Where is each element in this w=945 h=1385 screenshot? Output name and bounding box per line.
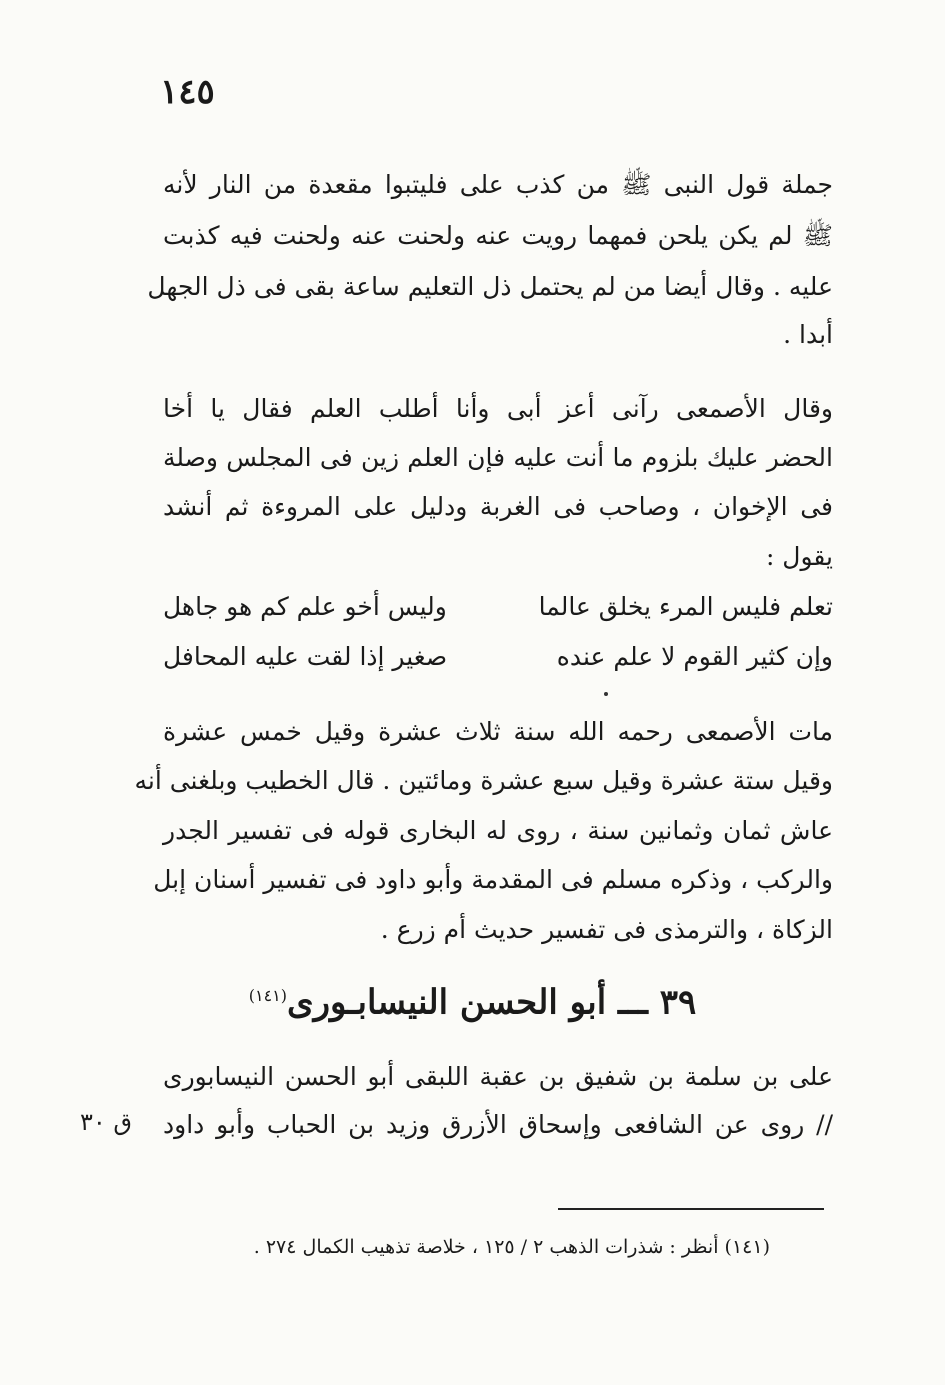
poem-verse	[163, 638, 833, 676]
paragraph-line: فى الإخوان ، وصاحب فى الغربة ودليل على المروءة ثم أنشد	[163, 492, 833, 521]
heading-dash: ـــ	[618, 982, 648, 1023]
paragraph-line: والركب ، وذكره مسلم فى المقدمة وأبو داود فى تفسير أسنان إبل	[153, 865, 833, 894]
manuscript-folio-ref: ق ٣٠	[80, 1108, 133, 1136]
paragraph-line: أبدا .	[783, 320, 833, 349]
poem-hemistich-first: وإن كثير القوم لا علم عنده	[556, 642, 833, 671]
paragraph-line: عليه . وقال أيضا من لم يحتمل ذل التعليم ساعة بقى فى ذل الجهل	[147, 272, 833, 301]
footnote: (١٤١) أنظر : شذرات الذهب ٢ / ١٢٥ ، خلاصة تذهيب الكمال ٢٧٤ .	[253, 1236, 770, 1258]
paragraph-line: عاش ثمان وثمانين سنة ، روى له البخارى قوله فى تفسير الجدر	[163, 816, 833, 845]
heading-number: ٣٩	[659, 982, 697, 1023]
stray-dot	[604, 692, 608, 696]
footnote-separator	[558, 1208, 824, 1210]
paragraph-line: على بن سلمة بن شفيق بن عقبة اللبقى أبو الحسن النيسابورى	[163, 1062, 833, 1091]
poem-hemistich-second: وليس أخو علم كم هو جاهل	[163, 592, 447, 621]
paragraph-line: مات الأصمعى رحمه الله سنة ثلاث عشرة وقيل خمس عشرة	[163, 717, 833, 746]
paragraph-line: الزكاة ، والترمذى فى تفسير حديث أم زرع .	[380, 915, 833, 944]
paragraph-line: جملة قول النبى ﷺ من كذب على فليتبوا مقعدة من النار لأنه	[163, 170, 833, 199]
paragraph-line: // روى عن الشافعى وإسحاق الأزرق وزيد بن الحباب وأبو داود	[163, 1110, 833, 1139]
heading-name: أبو الحسن النيسابـورى	[287, 982, 607, 1023]
paragraph-line: الحضر عليك بلزوم ما أنت عليه فإن العلم زين فى المجلس وصلة	[163, 443, 833, 472]
paragraph-line: يقول :	[765, 542, 833, 571]
paragraph-line: وقال الأصمعى رآنى أعز أبى وأنا أطلب العلم فقال يا أخا	[163, 394, 833, 423]
poem-hemistich-second: صغير إذا لقت عليه المحافل	[163, 642, 448, 671]
paragraph-line: ﷺ لم يكن يلحن فمهما رويت عنه ولحنت عنه ولحنت فيه كذبت	[163, 221, 833, 250]
section-heading	[0, 966, 945, 1032]
page-number: ١٤٥	[160, 72, 215, 112]
poem-hemistich-first: تعلم فليس المرء يخلق عالما	[538, 592, 833, 621]
poem-verse	[163, 588, 833, 626]
paragraph-line: وقيل ستة عشرة وقيل سبع عشرة ومائتين . قال الخطيب وبلغنى أنه	[134, 766, 833, 795]
footnote-marker: (١٤١)	[248, 986, 287, 1005]
